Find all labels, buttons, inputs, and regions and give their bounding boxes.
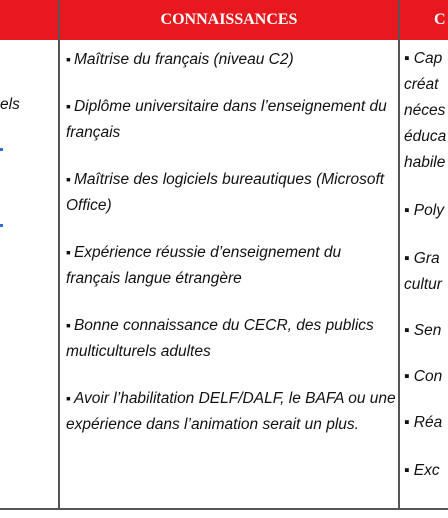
knowledge-list	[66, 46, 396, 438]
list-item-text: Expérience réussie d’enseignement du français langue étrangère	[66, 244, 342, 287]
right-column-line: cultur	[404, 276, 442, 293]
column-divider-right	[398, 0, 400, 510]
list-item-text: Maîtrise des logiciels bureautiques (Microsoft Office)	[66, 171, 385, 214]
list-item	[66, 239, 396, 292]
list-item-text: Maîtrise du français (niveau C2)	[73, 51, 294, 68]
square-bullet-icon: ▪	[66, 171, 71, 187]
list-item	[66, 46, 396, 73]
right-column-line: habile	[404, 154, 446, 171]
right-column-line: ▪ Gra	[404, 250, 440, 267]
header-cell-left	[0, 0, 58, 40]
header-cell-right: C	[434, 11, 446, 28]
right-column-line: ▪ Poly	[404, 202, 444, 219]
list-item-text: Avoir l’habilitation DELF/DALF, le BAFA ou une expérience dans l’animation serait un plus.	[66, 390, 396, 433]
list-item	[66, 93, 396, 146]
left-column	[0, 40, 58, 508]
square-bullet-icon: ▪	[66, 244, 71, 260]
hyperlink-marker	[0, 148, 3, 151]
right-column-line: ▪ Cap	[404, 50, 443, 67]
list-item	[66, 385, 396, 438]
square-bullet-icon: ▪	[66, 51, 71, 67]
table-header-row	[0, 0, 448, 40]
right-column-line: néces	[404, 102, 446, 119]
square-bullet-icon: ▪	[66, 390, 71, 406]
right-column-line: ▪ Con	[404, 368, 443, 385]
list-item	[66, 312, 396, 365]
list-item-text: Diplôme universitaire dans l’enseignement du français	[66, 98, 387, 141]
knowledge-column	[66, 46, 396, 506]
right-column-line: éduca	[404, 128, 447, 145]
right-column-line: ▪ Exc	[404, 462, 440, 479]
right-column	[404, 46, 448, 506]
list-item-text: Bonne connaissance du CECR, des publics multiculturels adultes	[66, 317, 374, 360]
header-cell-connaissances: CONNAISSANCES	[160, 11, 298, 28]
right-column-line: ▪ Sen	[404, 322, 442, 339]
square-bullet-icon: ▪	[66, 317, 71, 333]
square-bullet-icon: ▪	[66, 98, 71, 114]
right-column-line: créat	[404, 76, 439, 93]
left-column-text-fragment: els	[0, 96, 20, 113]
column-divider-left	[58, 0, 60, 510]
list-item	[66, 166, 396, 219]
right-column-line: ▪ Réa	[404, 414, 443, 431]
hyperlink-marker	[0, 224, 3, 227]
